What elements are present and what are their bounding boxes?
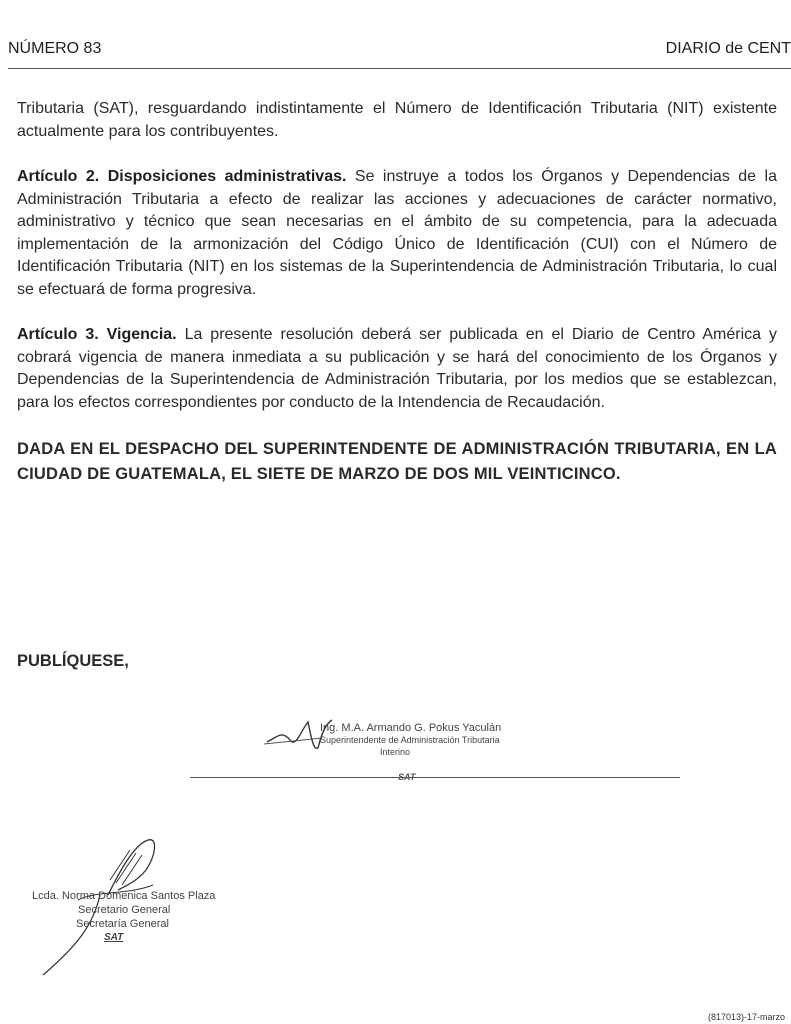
signature-line-1 (190, 777, 680, 778)
paragraph-continuation: Tributaria (SAT), resguardando indistintamente el Número de Identificación Tributaria (NIT) existente actualmente para los contribuyentes. (17, 100, 777, 140)
signer-2-name: Lcda. Norma Domenica Santos Plaza (32, 890, 216, 902)
signer-1-sub: Interino (380, 747, 411, 757)
signature-block-2 (32, 890, 215, 944)
header-rule (8, 68, 791, 69)
closing-statement: DADA EN EL DESPACHO DEL SUPERINTENDENTE DE ADMINISTRACIÓN TRIBUTARIA, EN LA CIUDAD DE GUATEMALA, EL SIETE DE MARZO DE DOS MIL VEINTICINCO. (17, 440, 777, 483)
issue-number: NÚMERO 83 (8, 40, 102, 57)
article-3-text: La presente resolución deberá ser publicada en el Diario de Centro América y cobrará vigencia de manera inmediata a su publicación y se hará del conocimiento de los Órganos y Dependencias de la Superintendencia de Administración Tributaria, por los medios que se establezcan, para los efectos correspondientes por conducto de la Intendencia de Recaudación. (17, 326, 777, 411)
signer-1-name: Ing. M.A. Armando G. Pokus Yaculán (320, 722, 502, 734)
footer-code: (817013)-17-marzo (707, 1012, 785, 1022)
signer-1-title: Superintendente de Administración Tributaria (320, 735, 500, 745)
signer-2-dept: Secretaría General (76, 918, 169, 930)
article-3 (17, 324, 777, 414)
signer-2-title: Secretario General (78, 904, 171, 916)
article-3-title: Artículo 3. Vigencia. (17, 326, 177, 343)
article-2-title: Artículo 2. Disposiciones administrativas. (17, 168, 347, 185)
sat-logo-2: SAT (104, 932, 124, 943)
page-header (8, 40, 791, 66)
publiquese-label: PUBLÍQUESE, (17, 652, 129, 670)
article-2 (17, 166, 777, 301)
publication-name: DIARIO de CENT (665, 40, 791, 57)
signature-block-1 (320, 722, 501, 758)
document-body (17, 98, 777, 510)
sat-stamp-1: SAT (398, 772, 416, 782)
article-2-text: Se instruye a todos los Órganos y Dependencias de la Administración Tributaria a efecto de realizar las acciones y adecuaciones de carácter normativo, administrativo y técnico que sean necesarias en el ámbito de su competencia, para la adecuada implementación de la armonización del Código Único de Identificación (CUI) con el Número de Identificación Tributaria (NIT) en los sistemas de la Superintendencia de Administración Tributaria, lo cual se efectuará de forma progresiva. (17, 168, 777, 298)
